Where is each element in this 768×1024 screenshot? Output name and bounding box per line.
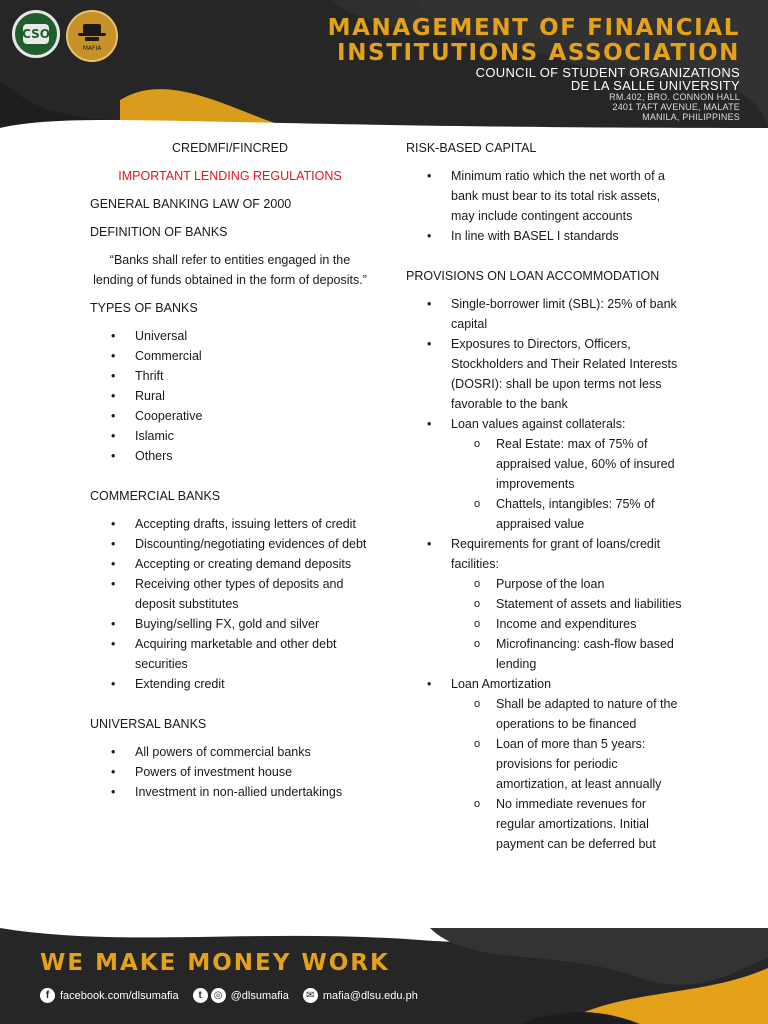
address-line3: MANILA, PHILIPPINES (642, 112, 740, 122)
types-list (90, 326, 370, 466)
list-item (406, 534, 686, 674)
facebook-link[interactable] (40, 988, 179, 1003)
loan-values-sublist (451, 434, 686, 534)
list-item: • Others (90, 446, 370, 466)
universal-heading: UNIVERSAL BANKS (90, 717, 207, 731)
universal-list (90, 742, 370, 802)
list-item: • Accepting drafts, issuing letters of credit (90, 514, 370, 534)
letterhead-header (0, 0, 768, 128)
types-heading: TYPES OF BANKS (90, 301, 198, 315)
sublist-item: o Real Estate: max of 75% of appraised value, 60% of insured improvements (451, 434, 686, 494)
amortization-sublist (451, 694, 686, 854)
list-item: • Acquiring marketable and other debt securities (90, 634, 370, 674)
list-item: • Universal (90, 326, 370, 346)
commercial-heading: COMMERCIAL BANKS (90, 489, 221, 503)
loan-list (406, 294, 686, 854)
left-column (90, 138, 370, 810)
list-item: • Investment in non-allied undertakings (90, 782, 370, 802)
email-link[interactable] (303, 988, 418, 1003)
cso-logo (12, 10, 60, 58)
org-name-line2: INSTITUTIONS ASSOCIATION (337, 40, 740, 66)
address-line2: 2401 TAFT AVENUE, MALATE (612, 102, 740, 112)
list-item (406, 674, 686, 854)
rbc-list (406, 166, 686, 246)
sublist-item: o Purpose of the loan (451, 574, 686, 594)
list-item: • Extending credit (90, 674, 370, 694)
footer-contacts (40, 988, 432, 1003)
cso-logo-mark: CSO (23, 24, 49, 44)
list-item: • Commercial (90, 346, 370, 366)
loan-heading: PROVISIONS ON LOAN ACCOMMODATION (406, 269, 660, 283)
list-item: • Rural (90, 386, 370, 406)
footer-decoration (0, 928, 768, 1024)
requirements-sublist (451, 574, 686, 674)
org-name-line1: MANAGEMENT OF FINANCIAL (327, 15, 740, 41)
social-handle-text: @dlsumafia (230, 989, 289, 1002)
amortization-label: Loan Amortization (451, 677, 552, 691)
facebook-text: facebook.com/dlsumafia (60, 989, 179, 1002)
sublist-item: o Shall be adapted to nature of the operations to be financed (451, 694, 686, 734)
address-line1: RM.402, BRO. CONNON HALL (609, 92, 740, 102)
list-item: • Thrift (90, 366, 370, 386)
sublist-item: o Statement of assets and liabilities (451, 594, 686, 614)
list-item: • In line with BASEL I standards (406, 226, 686, 246)
loan-values-label: Loan values against collaterals: (451, 417, 626, 431)
email-text: mafia@dlsu.edu.ph (322, 989, 418, 1002)
social-handle-link[interactable] (193, 988, 289, 1003)
list-item: • Buying/selling FX, gold and silver (90, 614, 370, 634)
list-item: • Accepting or creating demand deposits (90, 554, 370, 574)
sublist-item: o Microfinancing: cash-flow based lending (451, 634, 686, 674)
list-item: • Receiving other types of deposits and deposit substitutes (90, 574, 370, 614)
organization-title (328, 16, 740, 122)
facebook-icon: f (40, 988, 55, 1003)
commercial-list (90, 514, 370, 694)
document-subtitle: IMPORTANT LENDING REGULATIONS (118, 169, 342, 183)
footer-slogan: WE MAKE MONEY WORK (40, 950, 390, 976)
law-heading: GENERAL BANKING LAW OF 2000 (90, 197, 292, 211)
definition-quote: “Banks shall refer to entities engaged in the lending of funds obtained in the form of deposits.” (93, 253, 367, 287)
instagram-icon: ◎ (211, 988, 226, 1003)
council-name: COUNCIL OF STUDENT ORGANIZATIONS (475, 65, 740, 80)
requirements-label: Requirements for grant of loans/credit facilities: (451, 537, 661, 571)
right-column (406, 138, 686, 862)
list-item (406, 414, 686, 534)
definition-heading: DEFINITION OF BANKS (90, 225, 228, 239)
twitter-icon: t (193, 988, 208, 1003)
sublist-item: o No immediate revenues for regular amortizations. Initial payment can be deferred but (451, 794, 686, 854)
rbc-heading: RISK-BASED CAPITAL (406, 141, 537, 155)
mafia-logo (66, 10, 118, 62)
university-name: DE LA SALLE UNIVERSITY (570, 78, 740, 93)
list-item: • Powers of investment house (90, 762, 370, 782)
sublist-item: o Chattels, intangibles: 75% of appraised value (451, 494, 686, 534)
list-item: • All powers of commercial banks (90, 742, 370, 762)
list-item: • Discounting/negotiating evidences of debt (90, 534, 370, 554)
sublist-item: o Loan of more than 5 years: provisions for periodic amortization, at least annually (451, 734, 686, 794)
sublist-item: o Income and expenditures (451, 614, 686, 634)
mafia-logo-text: MAFIA (82, 45, 102, 52)
list-item: • Exposures to Directors, Officers, Stockholders and Their Related Interests (DOSRI): shall be upon terms not less favorable to the bank (406, 334, 686, 414)
list-item: • Minimum ratio which the net worth of a bank must bear to its total risk assets, may include contingent accounts (406, 166, 686, 226)
list-item: • Islamic (90, 426, 370, 446)
letterhead-footer (0, 928, 768, 1024)
mafia-hat-icon (72, 16, 112, 56)
mail-icon: ✉ (303, 988, 318, 1003)
list-item: • Single-borrower limit (SBL): 25% of bank capital (406, 294, 686, 334)
list-item: • Cooperative (90, 406, 370, 426)
document-title: CREDMFI/FINCRED (172, 141, 288, 155)
